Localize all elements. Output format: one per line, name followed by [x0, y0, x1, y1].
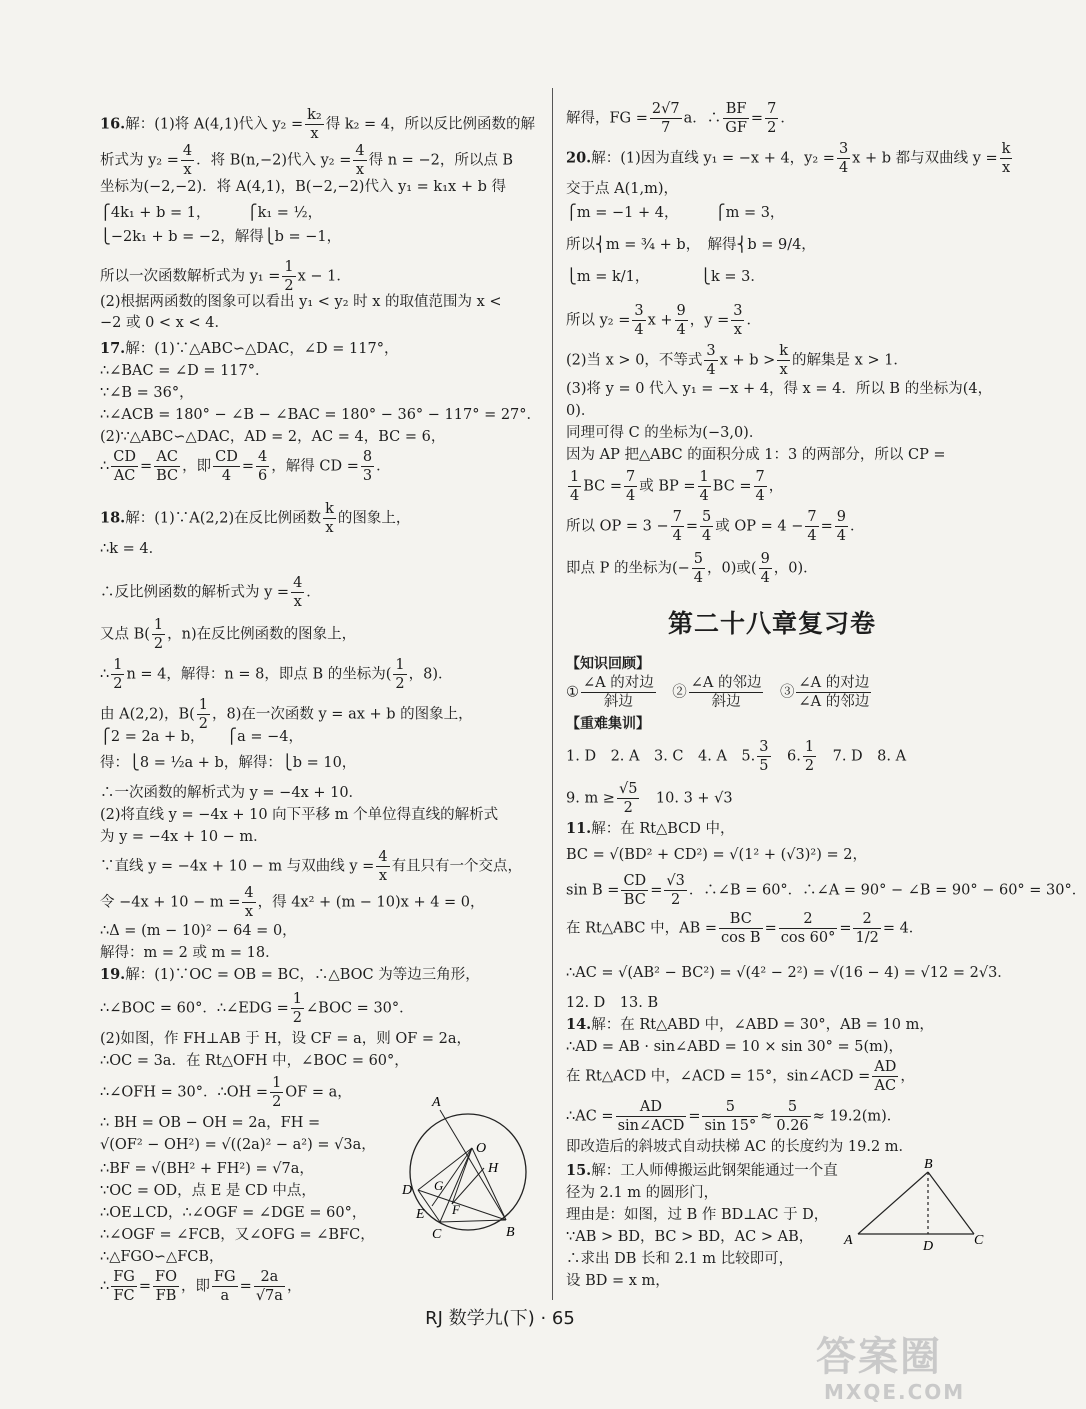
q19-line-4: ∴OC = 3a．在 Rt△OFH 中，∠BOC = 60°，: [100, 1053, 409, 1069]
segment-fh: [452, 1168, 484, 1204]
q19-line-6: ∴ BH = OB − OH = 2a，FH =: [100, 1115, 321, 1131]
q19-number: 19.: [100, 966, 126, 983]
q15-line-6: 设 BD = x m，: [566, 1273, 670, 1289]
review-answers: ① $\frac{\text{∠A 的对边}}{\text{斜边}}$ ② $\frac{\text{∠A 的邻边}}{\text{斜边}}$ ③ $\frac{\text{∠A 的对边}}{\text{∠A 的邻边}}$: [566, 675, 870, 711]
q20-system-2: 所以⎨m = ¾ + b， 解得⎨b = 9/4，: [566, 237, 816, 253]
q17-line-2: ∴∠BAC = ∠D = 117°．: [100, 363, 270, 379]
q14-line-5: 即改造后的斜坡式自动扶梯 AC 的长度约为 19.2 m．: [566, 1139, 914, 1155]
q20-number: 20.: [566, 149, 592, 167]
q11-line-4: 在 Rt△ABC 中，AB = $\frac{BC}{\text{cos B}}$ = $\frac{2}{\cos 60^\circ}$ = $\frac{2}{1/2}$ = 4．: [566, 911, 924, 947]
point-label: B: [924, 1157, 933, 1172]
q18-line-1: 18.解：(1)∵A(2,2)在反比例函数 $\frac{k}{x}$ 的图象上，: [100, 501, 411, 537]
q18-number: 18.: [100, 509, 126, 527]
segment-od: [418, 1148, 472, 1190]
watermark-url: MXQE.COM: [824, 1380, 966, 1404]
answers-12-13: 12. D 13. B: [566, 995, 659, 1011]
segment-cb: [440, 1220, 506, 1222]
point-label: H: [488, 1161, 499, 1176]
q16-line-2: 析式为 y₂ = $\frac{4}{x}$ ．将 B(n,−2)代入 y₂ = $\frac{4}{x}$ 得 n = −2，所以点 B: [100, 143, 514, 179]
review-label: 【知识回顾】: [566, 656, 650, 672]
q20-line-2: 交于点 A(1,m)，: [566, 181, 678, 197]
q14-number: 14.: [566, 1016, 592, 1033]
column-divider: [552, 88, 553, 1300]
q17-line-3: ∵∠B = 36°，: [100, 385, 194, 401]
q18-line-11: 为 y = −4x + 10 − m．: [100, 829, 268, 845]
point-label: G: [434, 1178, 444, 1193]
side-bc: [928, 1172, 974, 1234]
q16-system-2: ⎩−2k₁ + b = −2，解得⎩b = −1，: [100, 229, 342, 245]
q18-line-5: ∴ $\frac{1}{2}$ n = 4，解得：n = 8，即点 B 的坐标为( $\frac{1}{2}$ ，8)．: [100, 657, 453, 693]
q19-line-7: √(OF² − OH²) = √((2a)² − a²) = √3a，: [100, 1137, 376, 1153]
q17-line-5: (2)∵△ABC∽△DAC，AD = 2，AC = 4，BC = 6，: [100, 429, 446, 445]
q18-line-15: 解得：m = 2 或 m = 18．: [100, 945, 280, 961]
q19-line-11: ∴∠OGF = ∠FCB，又∠OFG = ∠BFC，: [100, 1227, 375, 1243]
q19-line-12: ∴△FGO∽△FCB，: [100, 1249, 224, 1265]
q18-line-12: ∵直线 y = −4x + 10 − m 与双曲线 y = $\frac{4}{x}$ 有且只有一个交点，: [100, 849, 523, 885]
q18-line-14: ∴Δ = (m − 10)² − 64 = 0，: [100, 923, 297, 939]
point-label: D: [923, 1239, 934, 1254]
segment-ob: [472, 1148, 506, 1220]
q11-line-1: 11.解：在 Rt△BCD 中，: [566, 820, 735, 837]
drill-answers-1: 1. D 2. A 3. C 4. A 5. $\frac{3}{5}$ 6. $\frac{1}{2}$ 7. D 8. A: [566, 739, 907, 775]
q20-line-12: $\frac{1}{4}$ BC = $\frac{7}{4}$ 或 BP = $\frac{1}{4}$ BC = $\frac{7}{4}$ ，: [570, 469, 784, 505]
q18-line-9: ∴一次函数的解析式为 y = −4x + 10．: [100, 785, 364, 801]
q18-line-4: 又点 B( $\frac{1}{2}$ ，n)在反比例函数的图象上，: [100, 617, 357, 653]
q19-line-3: (2)如图，作 FH⊥AB 于 H，设 CF = a，则 OF = 2a，: [100, 1031, 472, 1047]
q18-system-1: ⎧2 = 2a + b， ⎧a = −4，: [100, 729, 303, 745]
q20-line-13: 所以 OP = 3 − $\frac{7}{4}$ = $\frac{5}{4}$ 或 OP = 4 − $\frac{7}{4}$ = $\frac{9}{4}$ ．: [566, 509, 865, 545]
circle: [410, 1114, 526, 1230]
q20-line-10: 同理可得 C 的坐标为(−3,0)．: [566, 425, 764, 441]
watermark-title: 答案圈: [816, 1334, 942, 1380]
point-label: C: [432, 1227, 442, 1242]
fraction: $\frac{\text{k₂}}{x}$: [307, 107, 322, 143]
point-label: D: [402, 1183, 413, 1198]
q20-line-1: 20.解：(1)因为直线 y₁ = −x + 4，y₂ = $\frac{3}{4}$ x + b 都与双曲线 y = $\frac{k}{x}$: [566, 141, 1011, 177]
q16-number: 16.: [100, 115, 126, 133]
q18-system-2: 得：⎩8 = ½a + b，解得：⎩b = 10，: [100, 755, 357, 771]
q15-number: 15.: [566, 1162, 592, 1179]
q11-number: 11.: [566, 820, 592, 837]
q16-line-8: −2 或 0 < x < 4．: [100, 315, 229, 331]
drill-label: 【重难集训】: [566, 716, 650, 732]
q19-line-8: ∴BF = √(BH² + FH²) = √7a，: [100, 1161, 314, 1177]
q14-line-3: 在 Rt△ACD 中，∠ACD = 15°，sin∠ACD = $\frac{AD}{AC}$ ，: [566, 1059, 915, 1095]
q20-line-7: (2)当 x > 0，不等式 $\frac{3}{4}$ x + b > $\frac{k}{x}$ 的解集是 x > 1．: [566, 343, 908, 379]
q15-line-4: ∵AB > BD，BC > BD，AC > AB，: [566, 1229, 814, 1245]
q20-line-6: 所以 y₂ = $\frac{3}{4}$ x + $\frac{9}{4}$ ，y = $\frac{3}{x}$ ．: [566, 303, 761, 339]
q19-line-9: ∵OC = OD，点 E 是 CD 中点，: [100, 1183, 316, 1199]
point-label: E: [416, 1207, 425, 1222]
q19-continuation: 解得，FG = $\frac{2√7}{7}$ a．∴ $\frac{BF}{GF}$ = $\frac{7}{2}$ ．: [566, 101, 795, 137]
q18-line-13: 令 −4x + 10 − m = $\frac{4}{x}$ ，得 4x² + (m − 10)x + 4 = 0，: [100, 885, 485, 921]
segment-db: [418, 1190, 506, 1220]
q20-line-9: 0)．: [566, 403, 596, 419]
q15-line-5: ∴求出 DB 长和 2.1 m 比较即可，: [566, 1251, 794, 1267]
q20-line-14: 即点 P 的坐标为(− $\frac{5}{4}$ ，0)或( $\frac{9}{4}$ ，0)．: [566, 551, 818, 587]
q14-line-1: 14.解：在 Rt△ABD 中，∠ABD = 30°，AB = 10 m，: [566, 1016, 934, 1033]
side-ab: [858, 1172, 928, 1234]
q18-line-3: ∴反比例函数的解析式为 y = $\frac{4}{x}$ ．: [100, 575, 321, 611]
point-label: A: [844, 1233, 853, 1248]
point-label: O: [476, 1141, 487, 1156]
q17-line-6: ∴ $\frac{CD}{AC}$ = $\frac{AC}{BC}$ ，即 $\frac{CD}{4}$ = $\frac{4}{6}$ ，解得 CD = $\frac{8}{3}$ ．: [100, 449, 391, 485]
q19-line-1: 19.解：(1)∵OC = OB = BC，∴△BOC 为等边三角形，: [100, 966, 480, 983]
q17-line-4: ∴∠ACB = 180° − ∠B − ∠BAC = 180° − 36° − 117° = 27°．: [100, 407, 542, 423]
q20-line-8: (3)将 y = 0 代入 y₁ = −x + 4，得 x = 4．所以 B 的坐标为(4，: [566, 381, 993, 397]
point-label: C: [974, 1233, 984, 1248]
q11-line-3: sin B = $\frac{CD}{BC}$ = $\frac{√3}{2}$ ．∴∠B = 60°．∴∠A = 90° − ∠B = 90° − 60° = 30°．: [566, 873, 1086, 909]
point-label: F: [452, 1202, 460, 1217]
q20-system-1: ⎧m = −1 + 4， ⎧m = 3，: [566, 205, 785, 221]
q11-line-5: ∴AC = √(AB² − BC²) = √(4² − 2²) = √(16 − 4) = √12 = 2√3．: [566, 965, 1012, 981]
q16-line-3: 坐标为(−2,−2)．将 A(4,1)，B(−2,−2)代入 y₁ = k₁x + b 得: [100, 179, 506, 195]
q14-line-4: ∴AC = $\frac{AD}{\text{sin∠ACD}}$ = $\frac{5}{\sin 15^\circ}$ ≈ $\frac{5}{0.26}$ ≈ 19.2(m)．: [566, 1099, 902, 1135]
circle-figure: [396, 1090, 538, 1242]
q20-line-11: 因为 AP 把△ABC 的面积分成 1：3 的两部分，所以 CP =: [566, 447, 946, 463]
q19-line-10: ∴OE⊥CD，∴∠OGF = ∠DGE = 60°，: [100, 1205, 367, 1221]
chapter-title: 第二十八章复习卷: [667, 609, 876, 638]
page-footer: RJ 数学九(下) · 65: [425, 1308, 575, 1329]
q11-line-2: BC = √(BD² + CD²) = √(1² + (√3)²) = 2，: [566, 847, 867, 863]
point-label: A: [432, 1095, 441, 1110]
q19-line-2: ∴∠BOC = 60°．∴∠EDG = $\frac{1}{2}$ ∠BOC = 30°．: [100, 991, 414, 1027]
q15-line-2: 径为 2.1 m 的圆形门，: [566, 1185, 719, 1201]
q16-line-7: (2)根据两函数的图象可以看出 y₁ < y₂ 时 x 的取值范围为 x <: [100, 294, 502, 310]
q17-line-1: 17.解：(1)∵△ABC∽△DAC，∠D = 117°，: [100, 340, 399, 357]
q20-system-3: ⎩m = k/1， ⎩k = 3．: [566, 269, 765, 285]
q18-line-6: 由 A(2,2)，B( $\frac{1}{2}$ ，8)在一次函数 y = ax + b 的图象上，: [100, 697, 473, 733]
watermark-logo: [810, 1336, 992, 1406]
q19-line-13: ∴ $\frac{FG}{FC}$ = $\frac{FO}{FB}$ ，即 $\frac{FG}{a}$ = $\frac{2a}{√7a}$ ，: [100, 1269, 302, 1305]
q15-line-3: 理由是：如图，过 B 作 BD⊥AC 于 D，: [566, 1207, 829, 1223]
q14-line-2: ∴AD = AB · sin∠ABD = 10 × sin 30° = 5(m)，: [566, 1039, 904, 1055]
q18-line-10: (2)将直线 y = −4x + 10 向下平移 m 个单位得直线的解析式: [100, 807, 499, 823]
drill-answers-2: 9. m ≥ $\frac{√5}{2}$ 10. 3 + √3: [566, 781, 733, 817]
q15-line-1: 15.解：工人师傅搬运此钢架能通过一个直: [566, 1162, 838, 1179]
q19-line-5: ∴∠OFH = 30°．∴OH = $\frac{1}{2}$ OF = a，: [100, 1075, 352, 1111]
q18-line-2: ∴k = 4．: [100, 541, 164, 557]
point-label: B: [506, 1225, 515, 1240]
triangle-figure: [836, 1156, 986, 1252]
q16-line-1: 16.解：(1)将 A(4,1)代入 y₂ = $\frac{\text{k₂}}{x}$ 得 k₂ = 4，所以反比例函数的解: [100, 107, 536, 143]
q16-system-1: ⎧4k₁ + b = 1， ⎧k₁ = ½，: [100, 205, 323, 221]
q17-number: 17.: [100, 340, 126, 357]
q16-line-6: 所以一次函数解析式为 y₁ = $\frac{1}{2}$ x − 1．: [100, 259, 351, 295]
